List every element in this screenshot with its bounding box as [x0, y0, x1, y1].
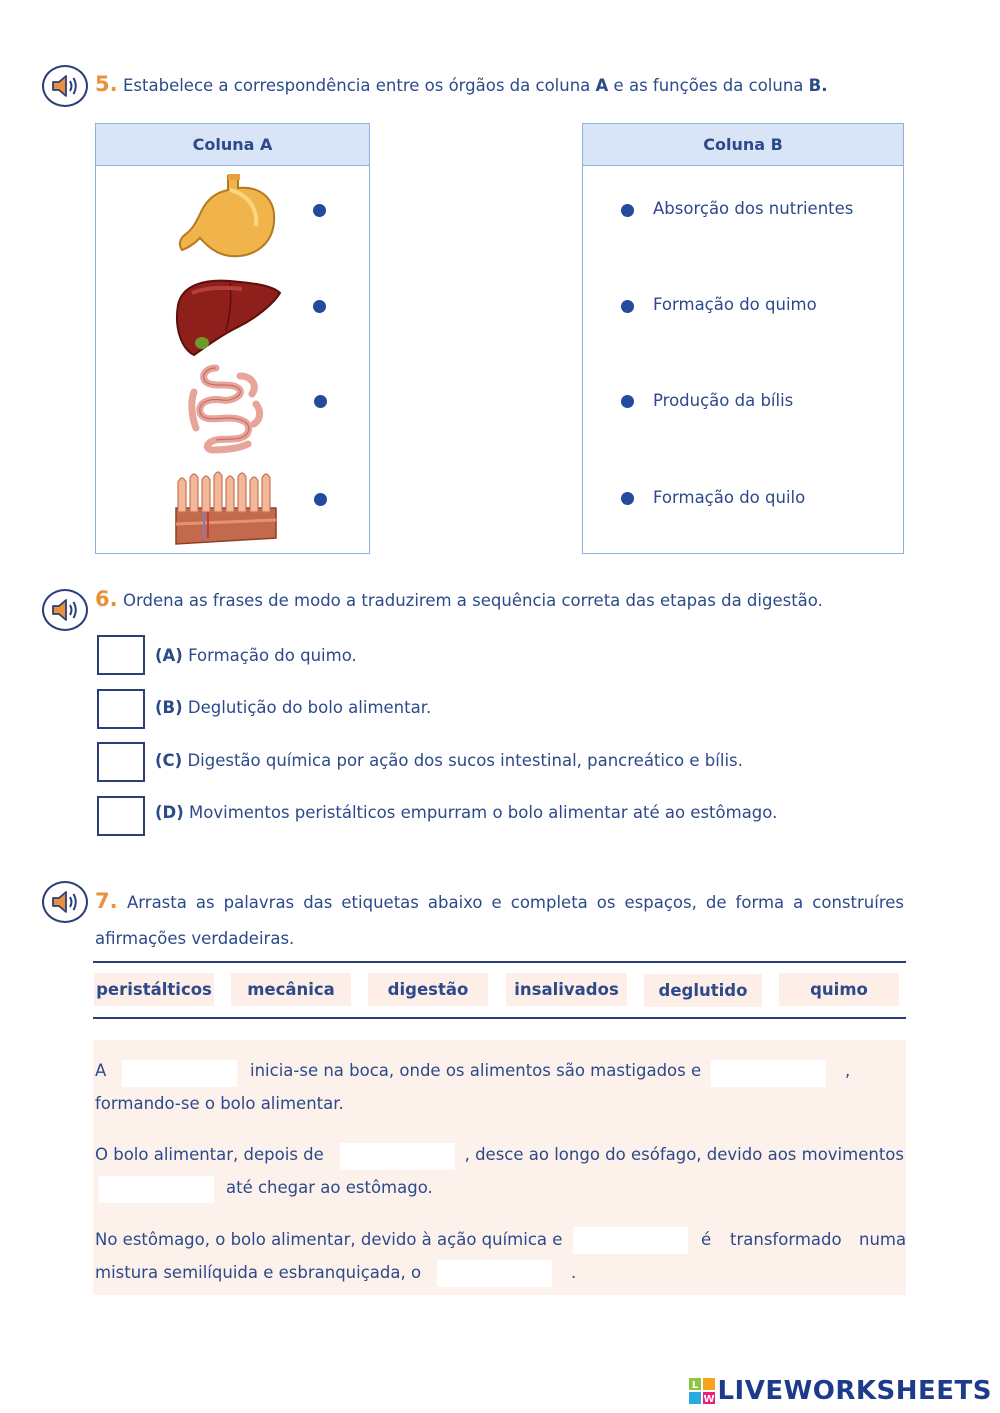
order-input-d[interactable] [97, 796, 145, 836]
word-chip-mecanica[interactable]: mecânica [231, 973, 351, 1006]
liver-image [172, 275, 284, 359]
function-label-1: Absorção dos nutrientes [653, 199, 854, 218]
blank-5[interactable] [573, 1227, 688, 1254]
question-5-number: 5. [95, 72, 118, 96]
liveworksheets-logo-icon [689, 1378, 715, 1404]
column-a-dot-3[interactable] [314, 395, 327, 408]
p1-text-d: formando-se o bolo alimentar. [95, 1094, 344, 1113]
villi-image [172, 468, 280, 546]
word-bank-bottom-divider [93, 1017, 906, 1019]
column-b-dot-1[interactable] [621, 204, 634, 217]
p2-text-a: O bolo alimentar, depois de [95, 1145, 324, 1164]
logo-letter-l: L [692, 1380, 699, 1391]
column-a-dot-4[interactable] [314, 493, 327, 506]
word-chip-digestao[interactable]: digestão [368, 973, 488, 1006]
blank-4[interactable] [99, 1176, 214, 1203]
p3-text-a: No estômago, o bolo alimentar, devido à ação química e [95, 1230, 563, 1249]
question-7-text-line1: Arrasta as palavras das etiquetas abaixo e completa os espaços, de forma a construíres [127, 893, 904, 912]
blank-1[interactable] [122, 1060, 237, 1087]
audio-speaker-icon-q6[interactable] [42, 589, 88, 631]
p3-text-c: transformado [730, 1230, 842, 1249]
function-label-2: Formação do quimo [653, 295, 817, 314]
word-chip-peristalticos[interactable]: peristálticos [94, 973, 214, 1006]
stomach-image [172, 172, 280, 260]
function-label-3: Produção da bílis [653, 391, 794, 410]
question-6-number: 6. [95, 587, 118, 611]
column-a-dot-1[interactable] [313, 204, 326, 217]
p1-text-b: inicia-se na boca, onde os alimentos são mastigados e [250, 1061, 702, 1080]
column-b-title: Coluna B [583, 124, 903, 166]
liveworksheets-wordmark: LIVEWORKSHEETS [717, 1376, 992, 1406]
column-b-dot-2[interactable] [621, 300, 634, 313]
blank-6[interactable] [437, 1260, 552, 1287]
word-chip-quimo[interactable]: quimo [779, 973, 899, 1006]
order-item-a: (A) Formação do quimo. [155, 646, 357, 665]
function-label-4: Formação do quilo [653, 488, 806, 507]
question-7-number: 7. [95, 889, 118, 913]
liveworksheets-brand [689, 1376, 992, 1406]
intestine-image [186, 362, 266, 454]
p3-text-f: . [571, 1263, 577, 1282]
word-chip-deglutido[interactable]: deglutido [644, 974, 762, 1007]
question-6-text: Ordena as frases de modo a traduzirem a sequência correta das etapas da digestão. [123, 591, 823, 610]
column-b-dot-3[interactable] [621, 395, 634, 408]
audio-speaker-icon-q5[interactable] [42, 65, 88, 107]
p3-text-e: mistura semilíquida e esbranquiçada, o [95, 1263, 422, 1282]
p2-text-b: , desce ao longo do esófago, devido aos movimentos [464, 1145, 904, 1164]
column-b-dot-4[interactable] [621, 492, 634, 505]
order-input-a[interactable] [97, 635, 145, 675]
order-item-d: (D) Movimentos peristálticos empurram o bolo alimentar até ao estômago. [155, 803, 778, 822]
order-input-b[interactable] [97, 689, 145, 729]
blank-2[interactable] [711, 1060, 826, 1087]
p2-text-c: até chegar ao estômago. [226, 1178, 433, 1197]
word-chip-insalivados[interactable]: insalivados [506, 973, 627, 1006]
question-7-text-line2: afirmações verdadeiras. [95, 929, 295, 948]
p1-text-a: A [95, 1061, 107, 1080]
column-a-title: Coluna A [96, 124, 369, 166]
order-item-c: (C) Digestão química por ação dos sucos intestinal, pancreático e bílis. [155, 751, 743, 770]
audio-speaker-icon-q7[interactable] [42, 881, 88, 923]
p3-text-d: numa [859, 1230, 907, 1249]
p1-text-c: , [845, 1061, 851, 1080]
question-5-text: Estabelece a correspondência entre os órgãos da coluna A e as funções da coluna B. [123, 76, 828, 95]
p3-text-b: é [701, 1230, 712, 1249]
blank-3[interactable] [340, 1143, 455, 1170]
column-a-dot-2[interactable] [313, 300, 326, 313]
order-item-b: (B) Deglutição do bolo alimentar. [155, 698, 432, 717]
logo-letter-w: W [703, 1394, 715, 1404]
word-bank-top-divider [93, 961, 906, 963]
order-input-c[interactable] [97, 742, 145, 782]
